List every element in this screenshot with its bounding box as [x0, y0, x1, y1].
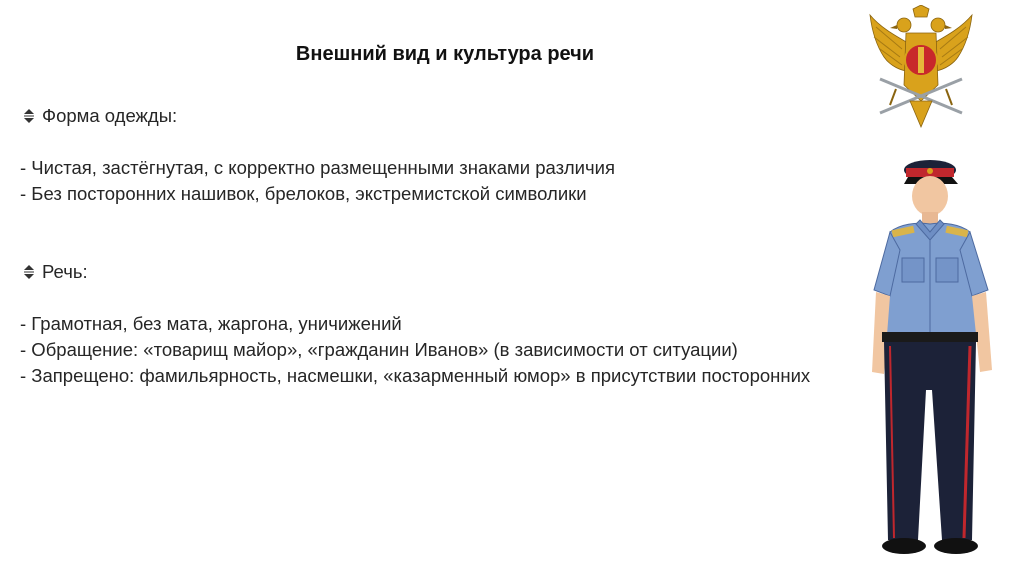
- uniformed-officer-illustration: [860, 140, 1010, 570]
- diamond-bullet-icon: [22, 264, 36, 280]
- list-item: - Грамотная, без мата, жаргона, уничижений: [20, 313, 402, 334]
- diamond-bullet-icon: [22, 108, 36, 124]
- list-item: - Чистая, застёгнутая, с корректно размещенными знаками различия: [20, 157, 615, 178]
- list-item: - Запрещено: фамильярность, насмешки, «казарменный юмор» в присутствии посторонних: [20, 365, 811, 386]
- section-heading-uniform: [20, 103, 820, 129]
- slide-title: Внешний вид и культура речи: [295, 43, 595, 65]
- list-item: - Обращение: «товарищ майор», «гражданин Иванов» (в зависимости от ситуации): [20, 339, 738, 360]
- list-item: - Без посторонних нашивок, брелоков, экстремистской символики: [20, 183, 587, 204]
- section-heading-text: Форма одежды:: [42, 105, 178, 126]
- section-heading-speech: [20, 259, 820, 285]
- section-heading-text: Речь:: [42, 261, 88, 282]
- double-headed-eagle-emblem: [866, 5, 976, 131]
- slide-content: [20, 103, 820, 389]
